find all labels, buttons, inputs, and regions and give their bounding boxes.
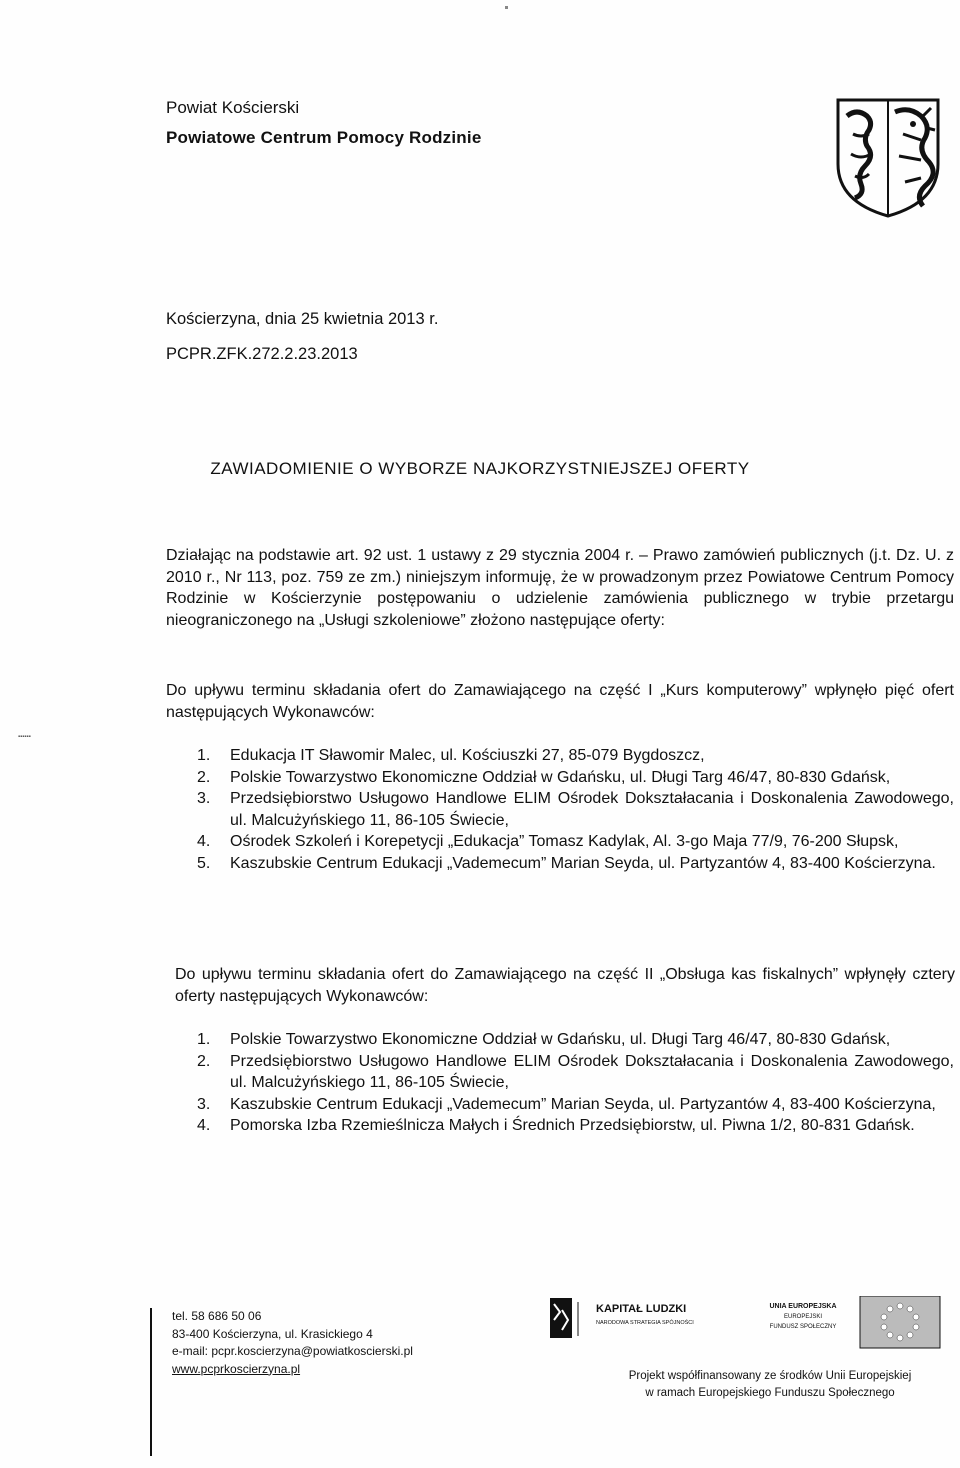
part2-offer-list — [197, 1029, 954, 1137]
coat-of-arms-icon — [833, 94, 943, 219]
eu-text-2: EUROPEJSKI — [783, 1314, 823, 1320]
footer-address: 83-400 Kościerzyna, ul. Krasickiego 4 — [172, 1326, 373, 1341]
list-item: 2. Przedsiębiorstwo Usługowo Handlowe ELIM Ośrodek Dokształacania i Doskonalenia Zawodowego, ul. Malcużyńskiego 11, 86-105 Świecie, — [197, 1052, 954, 1091]
header-district: Powiat Kościerski — [166, 98, 300, 117]
footer-email: e-mail: pcpr.koscierzyna@powiatkoscierski.pl — [172, 1344, 413, 1358]
margin-mark: ▪▪▪▪▪▪ — [18, 734, 31, 740]
footer-contact — [150, 1308, 510, 1456]
eu-cofinance-line-2: w ramach Europejskiego Funduszu Społecznego — [645, 1387, 895, 1399]
place-date: Kościerzyna, dnia 25 kwietnia 2013 r. — [166, 310, 439, 328]
eu-cofinance-line-1: Projekt współfinansowany ze środków Unii Europejskiej — [628, 1370, 912, 1382]
kapital-ludzki-text: KAPITAŁ LUDZKI — [596, 1303, 687, 1315]
list-item: 4. Pomorska Izba Rzemieślnicza Małych i Średnich Przedsiębiorstw, ul. Piwna 1/2, 80-831 Gdańsk. — [197, 1117, 915, 1134]
eu-text-3: FUNDUSZ SPOŁECZNY — [769, 1324, 837, 1330]
list-item: 1. Polskie Towarzystwo Ekonomiczne Oddział w Gdańsku, ul. Długi Targ 46/47, 80-830 Gdańsk, — [197, 1031, 891, 1048]
list-item: 3. Przedsiębiorstwo Usługowo Handlowe ELIM Ośrodek Dokształacania i Doskonalenia Zawodowego, ul. Malcużyńskiego 11, 86-105 Świecie, — [197, 790, 954, 829]
list-item: 1. Edukacja IT Sławomir Malec, ul. Kościuszki 27, 85-079 Bygdoszcz, — [197, 747, 705, 764]
list-item: 4. Ośrodek Szkoleń i Korepetycji „Edukacja” Tomasz Kadylak, Al. 3-go Maja 77/9, 76-200 Słupsk, — [197, 833, 899, 850]
part1-offer-list — [197, 745, 954, 874]
part2-lead: Do upływu terminu składania ofert do Zamawiającego na część II „Obsługa kas fiskalnych” wpłynęły cztery oferty następujących Wykonawców: — [175, 966, 955, 1005]
list-item: 3. Kaszubskie Centrum Edukacji „Vademecum” Marian Seyda, ul. Partyzantów 4, 83-400 Kościerzyna, — [197, 1095, 936, 1113]
eu-text-1: UNIA EUROPEJSKA — [769, 1303, 837, 1310]
part1-lead: Do upływu terminu składania ofert do Zamawiającego na część I „Kurs komputerowy” wpłynęło pięć ofert następujących Wykonawców: — [166, 682, 954, 721]
list-item: 5. Kaszubskie Centrum Edukacji „Vademecum” Marian Seyda, ul. Partyzantów 4, 83-400 Kościerzyna. — [197, 854, 936, 872]
reference-number: PCPR.ZFK.272.2.23.2013 — [166, 345, 358, 363]
kapital-ludzki-logo-icon — [550, 1298, 578, 1338]
footer-website-link[interactable]: www.pcprkoscierzyna.pl — [172, 1361, 301, 1376]
list-item: 2. Polskie Towarzystwo Ekonomiczne Oddział w Gdańsku, ul. Długi Targ 46/47, 80-830 Gdańsk, — [197, 768, 891, 786]
kapital-ludzki-subtext: NARODOWA STRATEGIA SPÓJNOŚCI — [596, 1320, 694, 1326]
footer-phone: tel. 58 686 50 06 — [172, 1309, 262, 1323]
eu-logos — [548, 1296, 948, 1356]
intro-paragraph: Działając na podstawie art. 92 ust. 1 ustawy z 29 stycznia 2004 r. – Prawo zamówień publicznych (j.t. Dz. U. z 2010 r., Nr 113, poz. 759 ze zm.) niniejszym informuję, że w prowadzonym przez Powiatowe Centrum Pomocy Rodzinie w Kościerzynie postępowaniu o udzielenie zamówienia publicznego w trybie przetargu nieograniczonego na „Usługi szkoleniowe” złożono następujące oferty: — [166, 547, 954, 629]
header-institution: Powiatowe Centrum Pomocy Rodzinie — [166, 128, 482, 147]
document-title: ZAWIADOMIENIE O WYBORZE NAJKORZYSTNIEJSZEJ OFERTY — [210, 459, 750, 478]
eu-cofinance-note — [560, 1368, 960, 1402]
scan-speck — [505, 6, 508, 9]
eu-flag-icon — [860, 1296, 940, 1348]
